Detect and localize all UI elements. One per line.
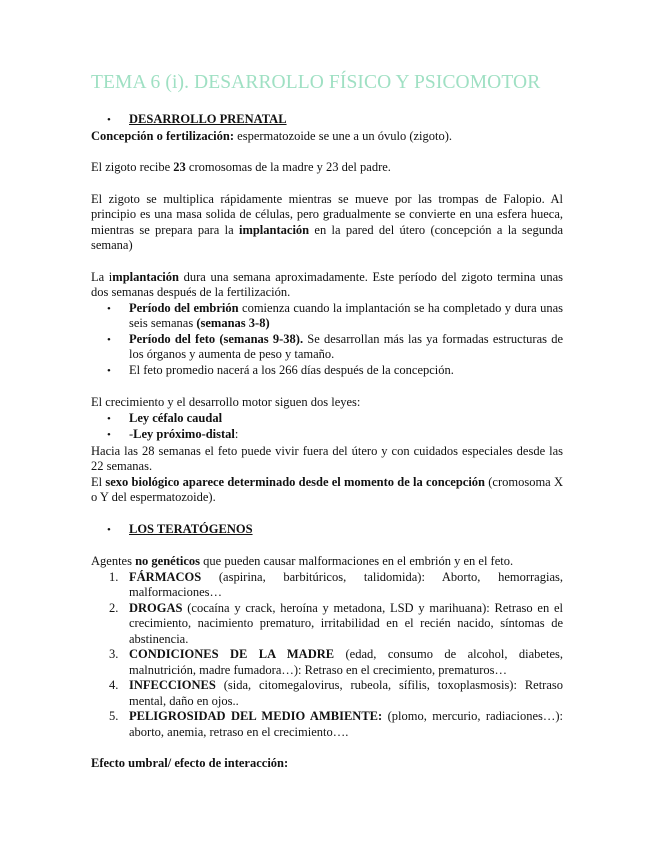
bullet-icon: •: [107, 364, 111, 377]
bullet-icon: •: [107, 302, 111, 315]
paragraph-agentes: Agentes no genéticos que pueden causar malformaciones en el embrión y en el feto.: [91, 554, 514, 568]
bullet-icon: •: [107, 333, 111, 346]
list-item: • Período del embrión comienza cuando la implantación se ha completado y dura unas seis semanas (semanas 3-8): [107, 300, 563, 330]
paragraph-sexo-biologico: El sexo biológico aparece determinado desde el momento de la concepción (cromosoma X o Y del espermatozoide).: [91, 474, 564, 504]
bullet-icon: •: [107, 412, 111, 425]
numbered-item: 3. CONDICIONES DE LA MADRE (edad, consumo de alcohol, diabetes, malnutrición, madre fumadora…): Retraso en el crecimiento, prematuros…: [109, 647, 563, 677]
paragraph-leyes: El crecimiento y el desarrollo motor siguen dos leyes:: [91, 395, 361, 409]
bullet-icon: •: [107, 429, 111, 441]
page-title: TEMA 6 (i). DESARROLLO FÍSICO Y PSICOMOTOR: [91, 72, 541, 93]
numbered-item: 2. DROGAS (cocaína y crack, heroína y metadona, LSD y marihuana): Retraso en el crecimiento, nacimiento prematuro, irritabilidad en el recién nacido, síntomas de abstinencia.: [109, 600, 563, 646]
section-heading-prenatal: [107, 112, 563, 129]
paragraph-feto-28: Hacia las 28 semanas el feto puede vivir fuera del útero y con cuidados especiales desde las 22 semanas.: [91, 443, 563, 473]
list-item: • Período del feto (semanas 9-38). Se desarrollan más las ya formadas estructuras de los órganos y aumenta de peso y tamaño.: [107, 331, 563, 361]
section-label: DESARROLLO PRENATAL: [129, 112, 287, 126]
list-item: • El feto promedio nacerá a los 266 días después de la concepción.: [107, 363, 563, 380]
numbered-item: 5. PELIGROSIDAD DEL MEDIO AMBIENTE: (plomo, mercurio, radiaciones…): aborto, anemia, retraso en el crecimiento….: [109, 709, 563, 739]
paragraph-concepcion: Concepción o fertilización: espermatozoide se une a un óvulo (zigoto).: [91, 128, 453, 143]
paragraph-multiplicacion: El zigoto se multiplica rápidamente mientras se mueve por las trompas de Falopio. Al principio es una masa solida de células, pero gradualmente se convierte en una esfera hueca, mientras se prepara para la implantación en la pared del útero (concepción a la segunda semana): [91, 191, 563, 252]
list-item: • -Ley próximo-distal:: [107, 427, 563, 444]
numbered-item: 4. INFECCIONES (sida, citomegalovirus, rubeola, sífilis, toxoplasmosis): Retraso mental, daño en ojos..: [109, 678, 563, 708]
bullet-icon: •: [107, 114, 111, 126]
document-body: [91, 112, 563, 772]
bullet-icon: •: [107, 523, 111, 536]
paragraph-efecto-umbral: Efecto umbral/ efecto de interacción:: [91, 756, 289, 770]
paragraph-implantacion: La implantación dura una semana aproximadamente. Este período del zigoto termina unas dos semanas después de la fertilización.: [91, 269, 563, 299]
list-item: • Ley céfalo caudal: [107, 411, 563, 428]
paragraph-cromosomas: El zigoto recibe 23 cromosomas de la madre y 23 del padre.: [91, 160, 391, 174]
section-heading-teratogenos: [107, 522, 563, 539]
numbered-item: 1. FÁRMACOS (aspirina, barbitúricos, talidomida): Aborto, hemorragias, malformaciones…: [109, 569, 563, 599]
section-label: LOS TERATÓGENOS: [129, 521, 253, 536]
